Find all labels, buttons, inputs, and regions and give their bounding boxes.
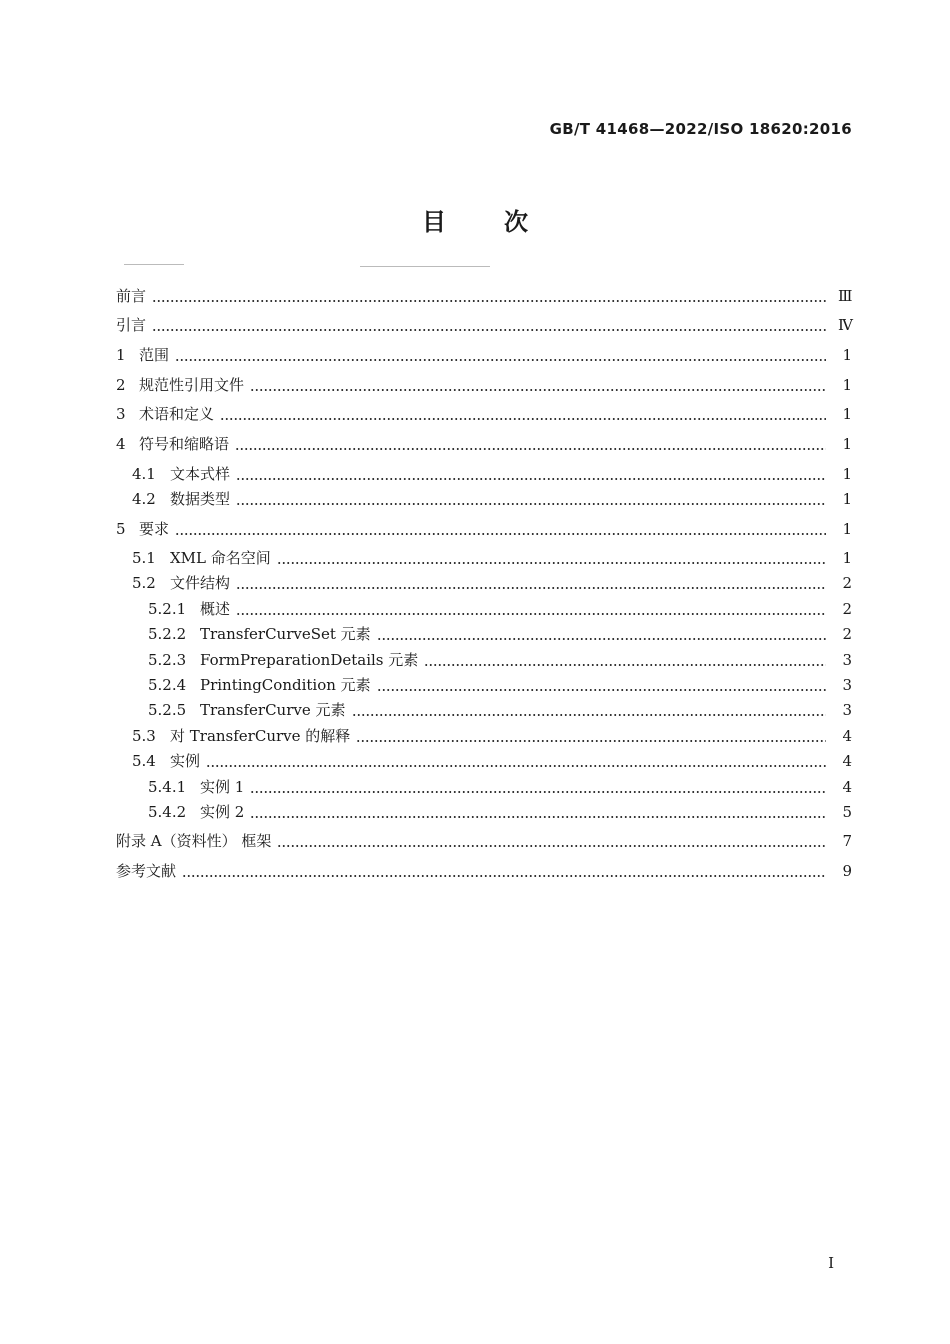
toc-entry-label: 前言 [116,287,147,305]
toc-entry-number: 5.1 [132,549,156,567]
toc-entry-label: 范围 [139,346,170,364]
toc-entry [0,461,950,483]
dot-leader [250,780,826,794]
toc-entry-number: 3 [116,405,126,423]
dot-leader [277,834,826,848]
toc-entry-label: XML 命名空间 [170,549,271,567]
toc-entry-page: 2 [842,625,852,643]
toc-entry-number: 5.3 [132,727,156,745]
toc-entry [0,342,950,364]
toc-entry-page: 2 [842,600,852,618]
toc-entry [0,596,950,618]
toc-entry [0,723,950,745]
toc-entry [0,431,950,453]
dot-leader [235,437,826,451]
toc-entry-number: 5.4.2 [148,803,187,821]
toc-entry [0,372,950,394]
toc-entry [0,858,950,880]
toc-entry-page: 1 [842,405,852,423]
toc-entry [0,283,950,305]
toc-entry-page: 1 [842,465,852,483]
toc-entry-number: 5.4 [132,752,156,770]
toc-entry-page: 2 [842,574,852,592]
toc-entry [0,774,950,796]
toc-entry-page: 4 [842,778,852,796]
toc-entry-label: PrintingCondition 元素 [200,676,371,694]
dot-leader [377,627,826,641]
dot-leader [377,678,826,692]
toc-entry [0,828,950,850]
title-char-1: 目 [422,208,446,236]
title-char-2: 次 [504,208,528,236]
dot-leader [250,378,826,392]
toc-entry-page: 7 [842,832,852,850]
toc-entry-page: 3 [842,701,852,719]
toc-entry-label: 实例 [170,752,201,770]
dot-leader [236,576,826,590]
dot-leader [182,864,826,878]
toc-entry [0,486,950,508]
toc-entry-number: 5.2.5 [148,701,187,719]
toc-entry-number: 1 [116,346,126,364]
toc-entry [0,697,950,719]
page-number: I [828,1254,834,1272]
toc-entry-label: 文件结构 [170,574,231,592]
toc-entry-number: 2 [116,376,126,394]
toc-entry-number: 5.2.2 [148,625,187,643]
standard-code: GB/T 41468—2022/ISO 18620:2016 [549,120,852,138]
toc-entry [0,545,950,567]
dot-leader [152,289,826,303]
toc-entry-page: Ⅲ [838,287,853,305]
toc-entry [0,748,950,770]
toc-entry-label: 对 TransferCurve 的解释 [170,727,351,745]
toc-entry [0,621,950,643]
toc-entry-label: TransferCurveSet 元素 [200,625,371,643]
toc-entry [0,401,950,423]
page-title [0,202,950,237]
toc-entry-label: 数据类型 [170,490,231,508]
dot-leader [352,703,826,717]
toc-entry [0,799,950,821]
toc-entry [0,672,950,694]
toc-entry-label: 术语和定义 [139,405,215,423]
dot-leader [220,407,826,421]
dot-leader [152,318,826,332]
toc-entry-page: 9 [842,862,852,880]
toc-entry-page: 1 [842,435,852,453]
toc-entry-page: 1 [842,520,852,538]
toc-entry [0,647,950,669]
dot-leader [206,754,826,768]
toc-entry-number: 4.2 [132,490,156,508]
toc-entry-label: 符号和缩略语 [139,435,230,453]
dot-leader [424,653,826,667]
toc-entry-number: 5.4.1 [148,778,187,796]
toc-entry-number: 4.1 [132,465,156,483]
toc-entry-page: 1 [842,549,852,567]
toc-entry-page: 5 [842,803,852,821]
toc-entry-label: 实例 2 [200,803,245,821]
toc-entry-page: 1 [842,490,852,508]
dot-leader [236,492,826,506]
toc-entry-number: 5.2.1 [148,600,187,618]
toc-entry [0,516,950,538]
toc-entry-label: 文本式样 [170,465,231,483]
toc-entry [0,570,950,592]
dot-leader [277,551,826,565]
toc-entry-page: Ⅳ [838,316,853,334]
dot-leader [356,729,826,743]
toc-entry-page: 1 [842,376,852,394]
dot-leader [236,602,826,616]
toc-entry-label: FormPreparationDetails 元素 [200,651,419,669]
toc-entry-label: 引言 [116,316,147,334]
toc-entry-label: 概述 [200,600,231,618]
toc-entry-number: 5.2 [132,574,156,592]
toc-entry [0,312,950,334]
dot-leader [175,348,826,362]
toc-entry-number: 5.2.3 [148,651,187,669]
toc-entry-label: 参考文献 [116,862,177,880]
toc-entry-page: 4 [842,727,852,745]
toc-entry-label: 规范性引用文件 [139,376,245,394]
toc-entry-page: 3 [842,651,852,669]
toc-entry-label: 附录 A（资料性） 框架 [116,832,272,850]
toc-entry-page: 3 [842,676,852,694]
toc-entry-number: 4 [116,435,126,453]
dot-leader [175,522,826,536]
toc-entry-page: 4 [842,752,852,770]
toc-entry-label: TransferCurve 元素 [200,701,346,719]
toc-entry-page: 1 [842,346,852,364]
toc-entry-number: 5.2.4 [148,676,187,694]
toc-entry-label: 要求 [139,520,170,538]
dot-leader [250,805,826,819]
toc-entry-label: 实例 1 [200,778,245,796]
toc-entry-number: 5 [116,520,126,538]
dot-leader [236,467,826,481]
